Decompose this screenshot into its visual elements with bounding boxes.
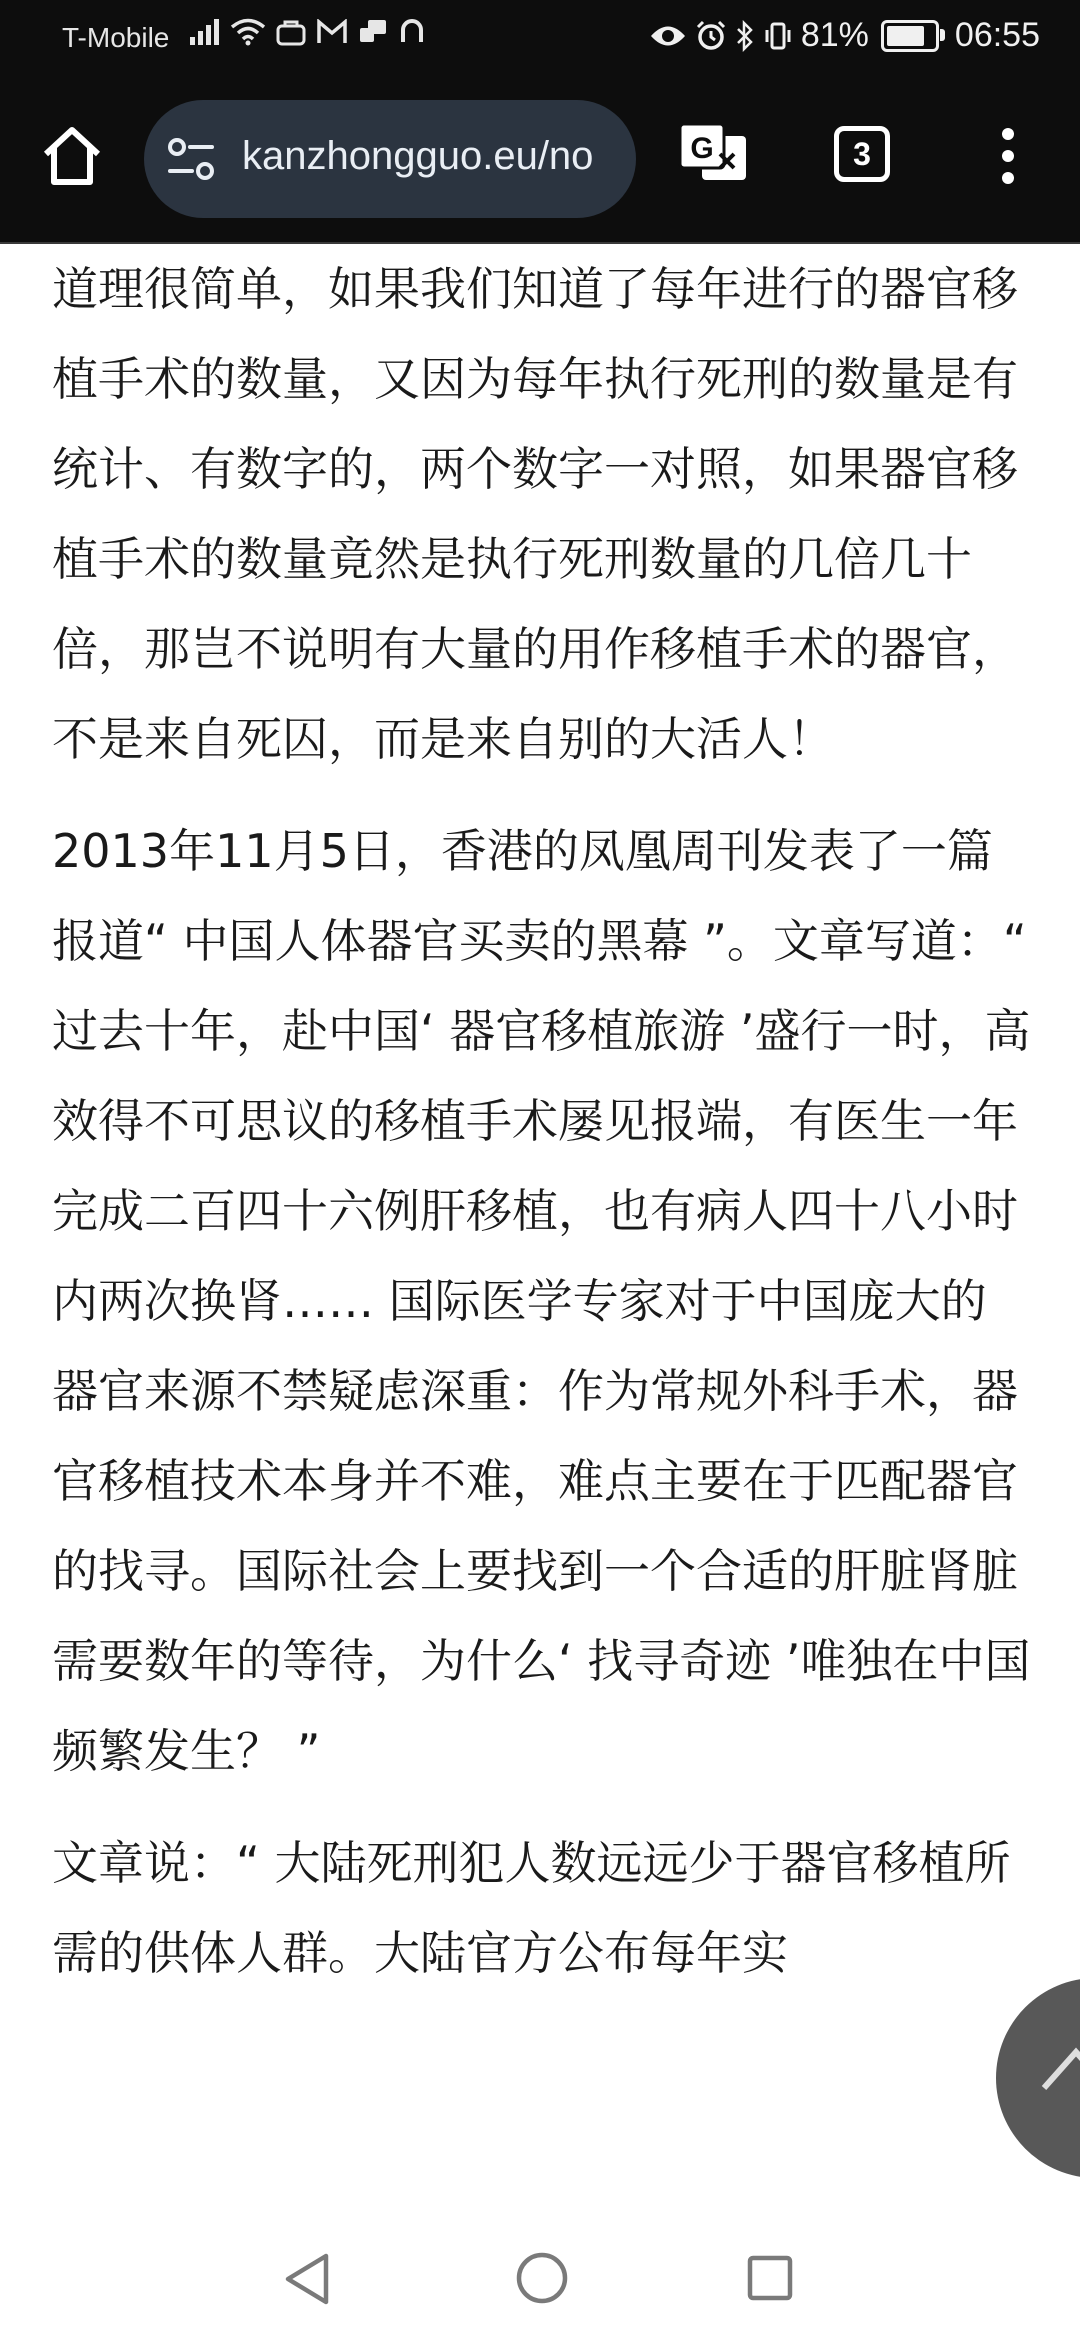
site-settings-icon	[166, 136, 216, 182]
mail-icon	[316, 19, 348, 45]
status-notification-icons	[190, 18, 426, 46]
status-system-icons	[649, 16, 1040, 55]
home-circle-icon	[514, 2250, 570, 2306]
article-body	[52, 244, 1032, 2020]
tab-switcher-button[interactable]: 3	[834, 126, 890, 182]
translate-icon	[676, 118, 752, 194]
recents-square-icon	[746, 2254, 794, 2302]
battery-level	[887, 26, 924, 46]
chat-icon	[358, 18, 388, 46]
battery-icon	[881, 20, 939, 52]
nav-recents-button[interactable]	[746, 2254, 794, 2306]
home-button[interactable]	[36, 120, 108, 192]
vibrate-icon	[763, 21, 793, 51]
nav-back-button[interactable]	[282, 2252, 332, 2310]
system-navigation-bar	[0, 2210, 1080, 2340]
url-text[interactable]: kanzhongguo.eu/no	[242, 134, 594, 178]
carrier-name: T-Mobile	[62, 22, 170, 53]
back-triangle-icon	[282, 2252, 332, 2306]
chevron-up-icon	[1036, 2038, 1080, 2098]
nav-home-button[interactable]	[514, 2250, 570, 2310]
browser-toolbar	[0, 76, 1080, 244]
battery-percent: 81%	[800, 16, 869, 54]
signal-icon	[190, 19, 220, 45]
more-vert-icon	[988, 124, 1028, 188]
site-settings-button[interactable]	[166, 136, 216, 182]
menu-button[interactable]	[988, 124, 1028, 188]
article-paragraph: 道理很简单，如果我们知道了每年进行的器官移植手术的数量，又因为每年执行死刑的数量是有统计、有数字的，两个数字一对照，如果器官移植手术的数量竟然是执行死刑数量的几倍几十倍，那岂不说明有大量的用作移植手术的器官，不是来自死囚，而是来自别的大活人！	[52, 262, 1018, 766]
home-icon	[36, 120, 108, 192]
article-paragraph: 2013年11月5日，香港的凤凰周刊发表了一篇报道“ 中国人体器官买卖的黑幕 ”。文章写道：“ 过去十年，赴中国‘ 器官移植旅游 ’盛行一时，高效得不可思议的移植手术屡见报端，有医生一年完成二百四十六例肝移植，也有病人四十八小时内两次换肾…… 国际医学专家对于中国庞大的器官来源不禁疑虑深重：作为常规外科手术，器官移植技术本身并不难，难点主要在于匹配器官的找寻。国际社会上要找到一个合适的肝脏肾脏需要数年的等待，为什么‘ 找寻奇迹 ’唯独在中国频繁发生？ ”	[52, 824, 1031, 1778]
status-bar	[0, 0, 1080, 76]
clock: 06:55	[954, 16, 1040, 54]
alarm-icon	[695, 20, 727, 52]
wifi-icon	[230, 18, 266, 46]
article-paragraph: 文章说：“ 大陆死刑犯人数远远少于器官移植所需的供体人群。大陆官方公布每年实	[52, 1836, 1011, 1980]
app-notification-icon	[398, 18, 426, 46]
address-bar[interactable]	[144, 100, 636, 218]
svg-text:G: G	[690, 132, 714, 165]
eye-icon	[649, 23, 687, 49]
bluetooth-icon	[735, 20, 755, 52]
notification-bag-icon	[276, 18, 306, 46]
translate-button[interactable]	[676, 118, 752, 194]
